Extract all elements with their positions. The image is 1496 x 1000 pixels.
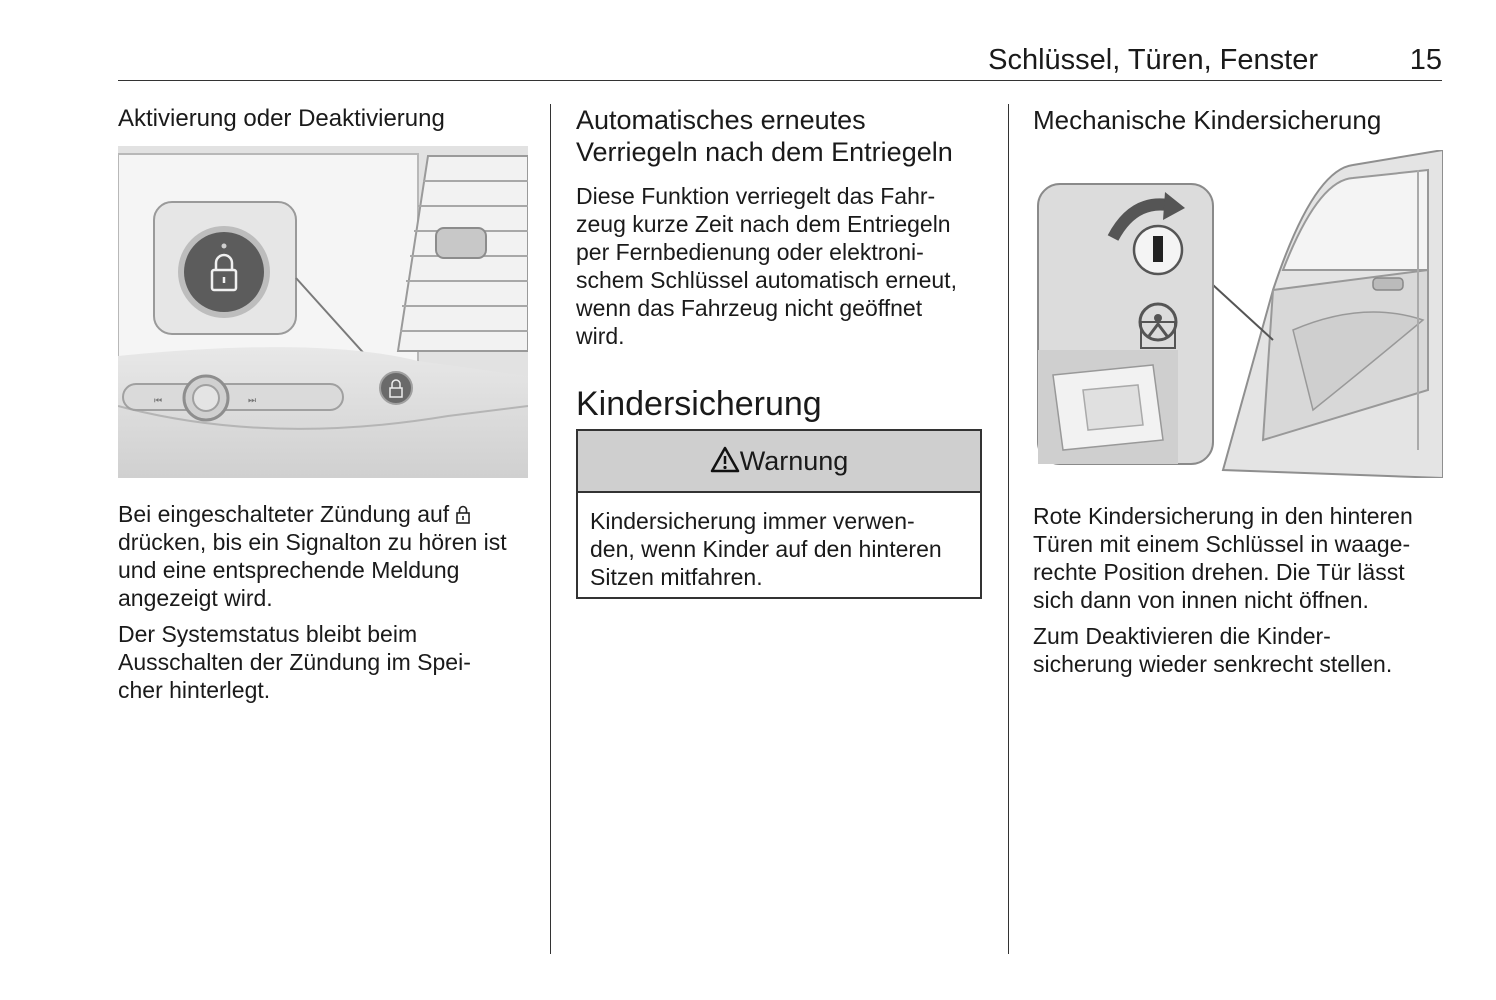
activation-para2-line: Ausschalten der Zündung im Spei- [118,649,471,675]
door-child-lock-illustration [1033,150,1443,478]
column-divider [1008,104,1009,954]
svg-text:⏭: ⏭ [248,396,257,406]
header-title: Schlüssel, Türen, Fenster [988,44,1318,76]
activation-paragraph-2 [118,620,538,704]
mechanical-para2-line: sicherung wieder senkrecht stellen. [1033,651,1393,677]
mechanical-para1-line: sich dann von innen nicht öffnen. [1033,587,1369,613]
child-lock-icon [456,505,470,525]
activation-para1-line: und eine entsprechende Meldung [118,557,460,583]
section-title-child-lock: Kindersicherung [576,385,822,423]
page-header [118,40,1442,81]
dashboard-illustration [118,146,528,478]
warning-line: Sitzen mitfahren. [590,564,763,590]
warning-triangle-icon [710,446,740,473]
auto-relock-line: wird. [576,323,625,349]
svg-text:⏮: ⏮ [154,396,163,406]
activation-para2-line: cher hinterlegt. [118,677,271,703]
activation-para1-line: drücken, bis ein Signalton zu hören ist [118,529,507,555]
column-divider [550,104,551,954]
warning-title: Warnung [739,446,849,476]
auto-relock-line: per Fernbedienung oder elektroni- [576,239,924,265]
warning-box [576,429,982,599]
warning-header [578,431,980,493]
auto-relock-line: schem Schlüssel automatisch erneut, [576,267,957,293]
mechanical-para2-line: Zum Deaktivieren die Kinder- [1033,623,1331,649]
activation-para1-start: Bei eingeschalteter Zündung auf [118,501,450,527]
auto-relock-line: Diese Funktion verriegelt das Fahr- [576,183,936,209]
column-mechanical-child-lock [1033,104,1443,136]
auto-relock-paragraph [576,182,986,350]
column-activation [118,104,528,133]
mechanical-para1-line: Rote Kindersicherung in den hinteren [1033,503,1413,529]
auto-relock-line: wenn das Fahrzeug nicht geöffnet [576,295,923,321]
heading-line: Verriegeln nach dem Entriegeln [576,137,953,167]
column-auto-relock [576,104,986,424]
activation-paragraph-1 [118,500,538,612]
mechanical-para1-line: rechte Position drehen. Die Tür lässt [1033,559,1405,585]
warning-body [578,493,980,605]
mechanical-paragraph-2 [1033,622,1453,678]
heading-line: Automatisches erneutes [576,105,866,135]
section-heading-mechanical-child-lock: Mechanische Kindersicherung [1033,105,1382,135]
mechanical-para1-line: Türen mit einem Schlüssel in waage- [1033,531,1411,557]
page-number: 15 [1409,44,1442,76]
activation-para2-line: Der Systemstatus bleibt beim [118,621,418,647]
warning-line: Kindersicherung immer verwen- [590,508,915,534]
mechanical-lock-text [1033,502,1453,678]
activation-text [118,500,538,704]
activation-para1-line: angezeigt wird. [118,585,273,611]
warning-line: den, wenn Kinder auf den hinteren [590,536,942,562]
mechanical-paragraph-1 [1033,502,1453,614]
section-heading-auto-relock [576,104,986,168]
section-heading-activation: Aktivierung oder Deaktivierung [118,105,445,132]
auto-relock-line: zeug kurze Zeit nach dem Entriegeln [576,211,951,237]
